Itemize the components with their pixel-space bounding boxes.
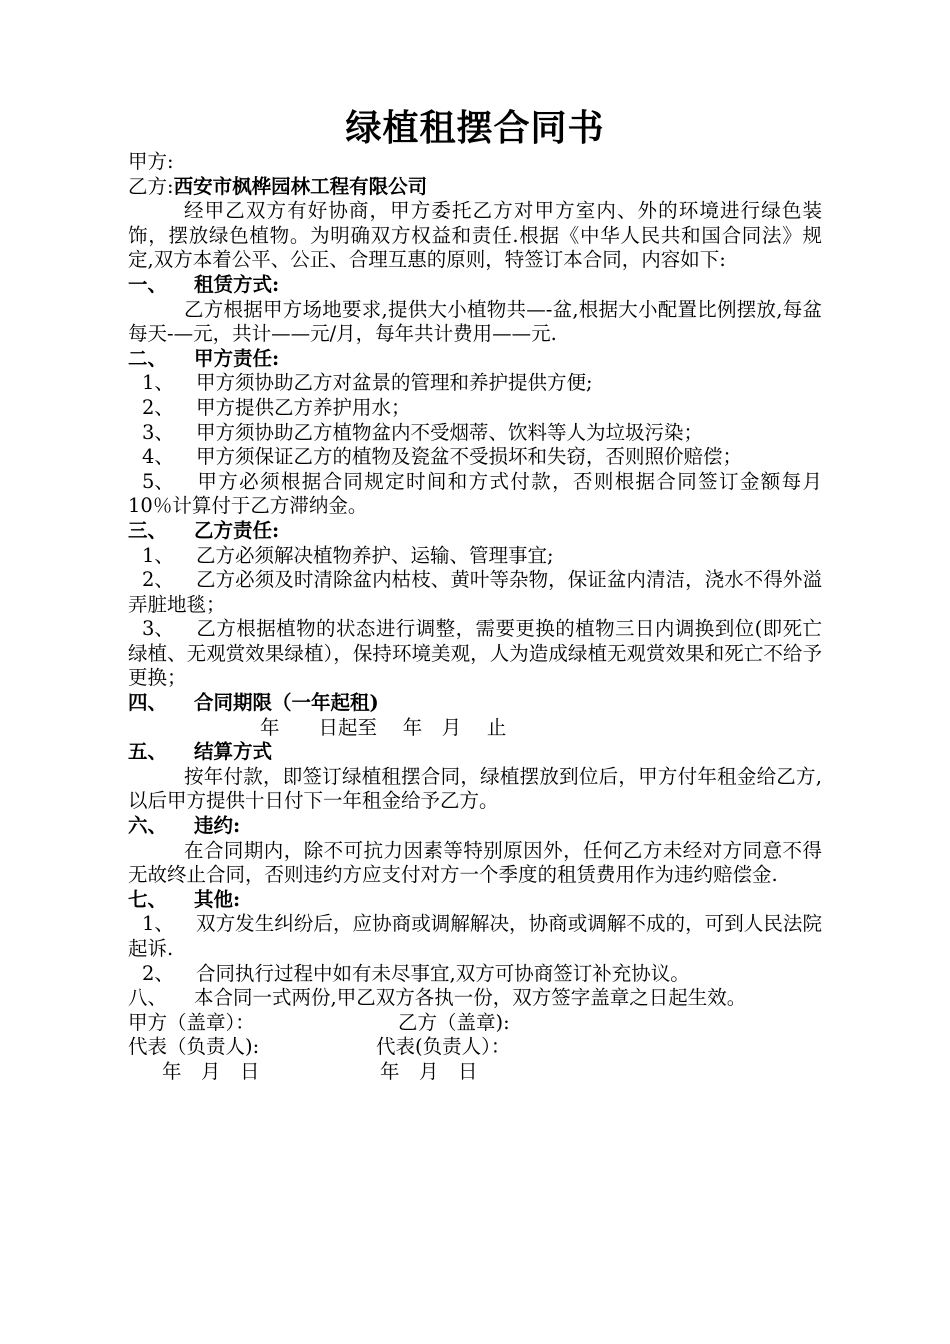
party-a-seal: 甲方（盖章）： [128, 1010, 255, 1034]
section-3-item: 3、 乙方根据植物的状态进行调整，需要更换的植物三日内调换到位(即死亡绿植、无观赏效果绿植），保持环境美观，人为造成绿植无观赏效果和死亡不给予更换； [128, 617, 822, 690]
signature-seal-row [128, 1011, 822, 1036]
party-b-seal: 乙方（盖章): [398, 1010, 510, 1034]
party-b-name: 西安市枫桦园林工程有限公司 [173, 174, 428, 198]
section-3-item: 1、 乙方必须解决植物养护、运输、管理事宜; [142, 543, 554, 567]
section-7-heading: 七、 其他: [128, 887, 241, 911]
section-1-text: 乙方根据甲方场地要求,提供大小植物共—-盆,根据大小配置比例摆放,每盆每天-—元，共计——元/月，每年共计费用——元. [128, 297, 822, 346]
party-a: 甲方: [128, 150, 174, 173]
signature-rep-row [128, 1035, 822, 1060]
section-2-item: 5、 甲方必须根据合同规定时间和方式付款，否则根据合同签订金额每月10％计算付于乙方滞纳金。 [128, 469, 822, 518]
section-2-item: 1、 甲方须协助乙方对盆景的管理和养护提供方便; [142, 371, 593, 395]
section-5-heading: 五、 结算方式 [128, 740, 273, 764]
contract-body [128, 150, 822, 1085]
party-b-date: 年 月 日 [380, 1059, 478, 1083]
section-5-text: 按年付款，即签订绿植租摆合同，绿植摆放到位后，甲方付年租金给乙方,以后甲方提供十日付下一年租金给予乙方。 [128, 764, 822, 813]
section-4-period: 年 日起至 年 月 止 [260, 715, 507, 739]
section-7-item: 2、 合同执行过程中如有未尽事宜,双方可协商签订补充协议。 [142, 961, 690, 985]
party-a-representative: 代表（负责人): [128, 1035, 260, 1059]
section-6-text: 在合同期内，除不可抗力因素等特别原因外，任何乙方未经对方同意不得无故终止合同，否则违约方应支付对方一个季度的租赁费用作为违约赔偿金. [128, 838, 822, 887]
party-b-representative: 代表(负责人）： [376, 1035, 511, 1059]
section-4-heading: 四、 合同期限（一年起租) [128, 691, 379, 715]
party-b: 乙方:西安市枫桦园林工程有限公司 [128, 174, 428, 198]
section-6-heading: 六、 违约: [128, 814, 241, 838]
signature-date-row [128, 1060, 822, 1085]
section-7-item: 1、 双方发生纠纷后，应协商或调解解决，协商或调解不成的，可到人民法院起诉. [128, 912, 822, 960]
section-3-heading: 三、 乙方责任: [128, 518, 280, 542]
document-title: 绿植租摆合同书 [345, 107, 605, 149]
intro-paragraph: 经甲乙双方有好协商，甲方委托乙方对甲方室内、外的环境进行绿色装饰，摆放绿色植物。为明确双方权益和责任.根据《中华人民共和国合同法》规定,双方本着公平、公正、合理互惠的原则，特签订本合同，内容如下: [128, 199, 822, 272]
section-8: 八、 本合同一式两份,甲乙双方各执一份，双方签字盖章之日起生效。 [128, 986, 747, 1010]
party-a-date: 年 月 日 [162, 1059, 260, 1083]
section-2-item: 2、 甲方提供乙方养护用水； [142, 395, 411, 419]
section-1-heading: 一、 租赁方式: [128, 272, 280, 296]
section-2-item: 3、 甲方须协助乙方植物盆内不受烟蒂、饮料等人为垃圾污染； [142, 420, 704, 444]
section-3-item: 2、 乙方必须及时清除盆内枯枝、黄叶等杂物，保证盆内清洁，浇水不得外溢弄脏地毯； [128, 568, 822, 616]
section-2-item: 4、 甲方须保证乙方的植物及瓷盆不受损坏和失窃，否则照价赔偿； [142, 445, 743, 469]
section-2-heading: 二、 甲方责任: [128, 346, 280, 370]
